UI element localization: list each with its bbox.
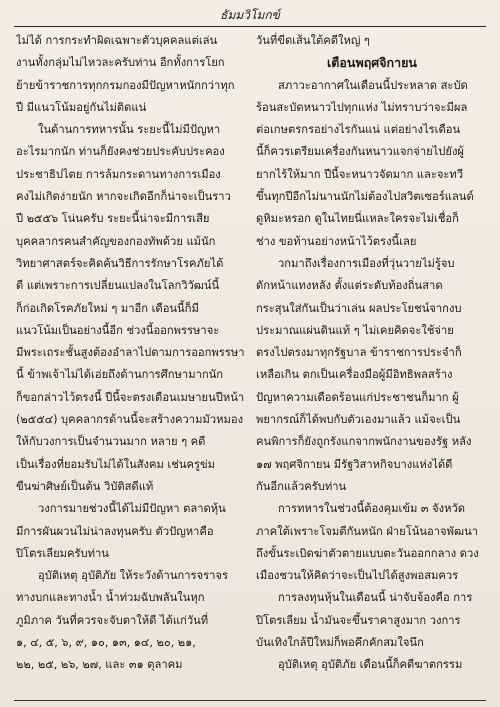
text-line: ดี แต่เพราะการเปลี่ยนแปลงในโลกวิวัฒน์นี้ bbox=[16, 279, 220, 293]
text-line: กระสุนใส่กันเป็นว่าเล่น ผลประโยชน์จากงบ bbox=[256, 301, 462, 315]
text-line: ประมาณแผ่นดินแท้ ๆ ไม่เคยคิดจะใช้จ่าย bbox=[256, 323, 454, 337]
text-line: ก็ก่อเกิดโรคภัยใหม่ ๆ มาอีก เดือนนี้ก็มี bbox=[16, 301, 199, 315]
text-line: ดูหิมะหรอก ดูในไทยนี่แหละใครจะไม่เชื่อก็ bbox=[256, 212, 459, 226]
text-line: ๒๒, ๒๕, ๒๖, ๒๗, และ ๓๑ ตุลาคม bbox=[16, 658, 183, 672]
left-column bbox=[16, 30, 248, 677]
text-line: ดักหน้าแทงหลัง ตั้งแต่ระดับท้องถิ่นสาด bbox=[256, 279, 443, 293]
text-line: ยากไร้ให้มาก ปีนี้จะหนาวจัดมาก และจะทวี bbox=[256, 167, 464, 181]
text-line: ถึงขั้นระเบิดฆ่าตัวตายแบบตะวันออกกลาง ดวง bbox=[256, 546, 479, 560]
text-line: แนวโน้มเป็นอย่างนี้อีก ช่วงนี้ออกพรรษาจะ bbox=[16, 323, 220, 337]
text-line: สภาวะอากาศในเดือนนี้ประหลาด สะบัด bbox=[278, 78, 468, 92]
text-line: วงการมายช่วงนี้ได้ไม่มีปัญหา ตลาดหุ้น bbox=[38, 502, 226, 516]
text-line: เป็นเรื่องที่ยอมรับไม่ได้ในสังคม เช่นครูข่ม bbox=[16, 457, 216, 471]
text-line: มีพระเถระชั้นสูงต้องอำลาไปตามการออกพรรษา bbox=[16, 346, 245, 360]
text-line: ปิโตรเลียมครับท่าน bbox=[16, 546, 109, 560]
text-line: ไม่ได้ การกระทำผิดเฉพาะตัวบุคคลแต่เล่น bbox=[16, 34, 218, 47]
text-line: (๒๕๕๔) บุคคลากรด้านนี้จะสร้างความมัวหมอง bbox=[16, 413, 244, 427]
text-line: ๑, ๔, ๕, ๖, ๙, ๑๐, ๑๓, ๑๔, ๒๐, ๒๑, bbox=[16, 636, 196, 650]
text-line: ปี ๒๕๕๖ โน่นครับ ระยะนี้น่าจะมีการเสีย bbox=[16, 212, 210, 226]
text-line: วิทยาศาสตร์จะคิดค้นวิธีการรักษาโรคภัยได้ bbox=[16, 256, 224, 270]
text-line: ปัญหาความเดือดร้อนแก่ประชาชนก็มาก ผู้ bbox=[256, 390, 459, 404]
text-line: ทางบกและทางน้ำ น้ำท่วมฉับพลันในหุก bbox=[16, 591, 205, 605]
text-line: ช่าง ขอท้านอย่างหน้าไว้ตรงนี้เลย bbox=[256, 234, 417, 248]
text-line: กันอีกแล้วครับท่าน bbox=[256, 479, 347, 493]
text-line: พยากรณ์ก็ได้พบกับตัวเองมาแล้ว แม้จะเป็น bbox=[256, 413, 461, 427]
text-line: ปิโตรเลียม น้ำมันจะขึ้นราคาสูงมาก วงการ bbox=[256, 613, 461, 627]
text-line: อุบัติเหตุ อุบัติภัย ให้ระวังด้านการจราจร bbox=[38, 569, 228, 583]
text-line: ปี มีแนวโน้มอยู่กันไม่ติดแน่ bbox=[16, 100, 147, 114]
page-header bbox=[14, 4, 486, 27]
text-line: การลงทุนหุ้นในเดือนนี้ น่าจับจ้องคือ การ bbox=[278, 591, 473, 605]
text-line: ให้กับวงการเป็นจำนวนมาก หลาย ๆ คดี bbox=[16, 435, 206, 449]
text-line: เหลือเกิน ตกเป็นเครื่องมือผู้มีอิทธิพลสร้าง bbox=[256, 368, 453, 382]
text-line: ในด้านการทหารนั้น ระยะนี้ไม่มีปัญหา bbox=[38, 123, 221, 137]
text-line: ภาคใต้เพราะโจมตีกันหนัก ฝ่ายโน้นอาจพัฒนา bbox=[256, 524, 479, 538]
text-line: นี้ ข้าพเจ้าไม่ได้เอ่ยถึงด้านการศึกษามากนัก bbox=[16, 368, 224, 382]
text-line: อะไรมากนัก ท่านก็ยังคงช่วยประคับประคอง bbox=[16, 145, 225, 159]
text-line: ขึ้นทุกปีอีกไม่นานนักไม่ต้องไปสวิตเซอร์แลนด์ bbox=[256, 190, 474, 204]
text-line: วกมาถึงเรื่องการเมืองที่วุ่นวายไม่รู้จบ bbox=[278, 256, 455, 270]
text-line: ก็ขอกล่าวไว้ตรงนี้ ปีนี้จะตรงเดือนเมษายนปีหน้า bbox=[16, 390, 245, 404]
text-line: ประชาธิปไตย การล้มกระดานทางการเมือง bbox=[16, 167, 221, 181]
text-line: อุบัติเหตุ อุบัติภัย เดือนนี้ก็คดีฆาตกรรม bbox=[278, 658, 463, 672]
text-line: นี้ก็ควรเตรียมเครื่องกันหนาวแจกจ่ายไปยังผู้ bbox=[256, 145, 464, 159]
text-line: คนพิการก็ยังถูกรังแกจากพนักงานของรัฐ หลัง bbox=[256, 435, 472, 449]
text-line: ต่อเกษตรกรอย่างไรกันแน่ แต่อย่างไรเดือน bbox=[256, 123, 461, 137]
text-line: งานทั้งกลุ่มไม่ไหวละครับท่าน อีกทั้งการโยก bbox=[16, 56, 225, 70]
right-column-body bbox=[256, 75, 488, 677]
section-heading: เตือนพฤศจิกายน bbox=[327, 55, 417, 71]
page-title: ธัมมวิโมกข์ bbox=[220, 8, 280, 22]
text-line: คงไม่เกิดง่ายนัก หากจะเกิดอีกก็น่าจะเป็นราว bbox=[16, 190, 231, 204]
footer-rule bbox=[14, 700, 486, 701]
text-line: บุคคลากรคนสำคัญของกองทัพด้วย แม้นัก bbox=[16, 234, 216, 248]
text-line: ๑๗ พฤศจิกายน มีรัฐวิสาหกิจบางแห่งได้ดี bbox=[256, 457, 453, 471]
text-line: ขืนฆ่าศิษย์เป็นต้น วิบัติสดีแท้ bbox=[16, 479, 154, 493]
text-line: ตรงไปตรงมาทุกรัฐบาล ข้าราชการประจำก็ bbox=[256, 346, 462, 360]
right-intro-line: วันที่ขีดเส้นใต้คดีใหญ่ ๆ bbox=[256, 34, 370, 47]
text-line: มีการผันผวนไม่น่าลงทุนครับ ตัวปัญหาคือ bbox=[16, 524, 214, 538]
text-line: ย้ายข้าราชการทุกกรมกองมีปัญหาหนักกว่าทุก bbox=[16, 78, 235, 92]
text-line: ภูมิภาค วันที่ควรจะจับตาให้ดี ได้แก่วันที่ bbox=[16, 613, 209, 627]
text-line: บันเทิงใกล้ปีใหม่ก็พอคึกคักสมใจนึก bbox=[256, 636, 424, 650]
text-line: การทหารในช่วงนี้ต้องคุมเข้ม ๓ จังหวัด bbox=[278, 502, 466, 516]
right-column bbox=[256, 30, 488, 677]
text-line: เมืองชวนให้คิดว่าจะเป็นไปได้สูงพอสมควร bbox=[256, 569, 459, 583]
text-line: ร้อนสะบัดหนาวไปทุกแห่ง ไม่ทราบว่าจะมีผล bbox=[256, 100, 468, 114]
